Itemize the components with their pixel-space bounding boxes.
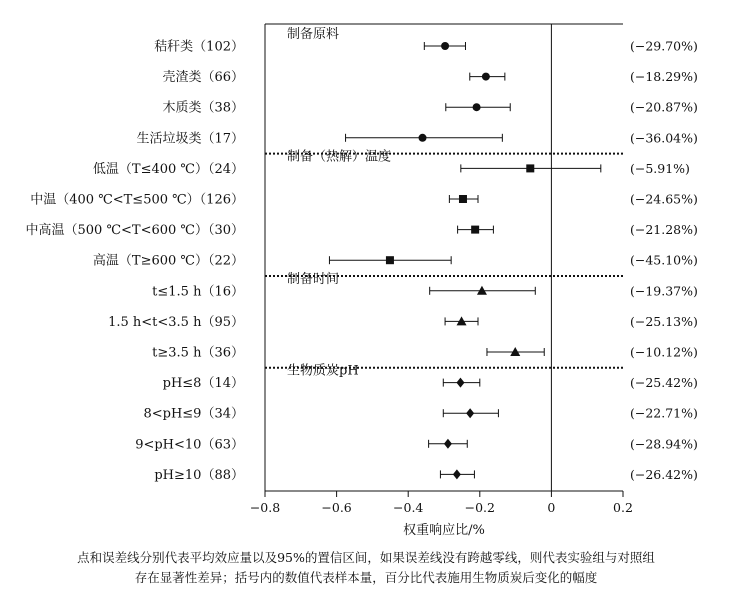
x-tick-label: −0.6 bbox=[321, 500, 352, 515]
row-label: 高温（T≥600 ℃）（22） bbox=[92, 253, 244, 269]
row-percent-change: (−20.87%) bbox=[630, 99, 698, 115]
row-label: 壳渣类（66） bbox=[162, 70, 244, 86]
data-point-square bbox=[526, 164, 534, 172]
row-percent-change: (−45.10%) bbox=[630, 252, 698, 268]
row-label: 木质类（38） bbox=[162, 100, 244, 116]
group-title: 制备（热解）温度 bbox=[287, 149, 392, 165]
row-percent-change: (−29.70%) bbox=[630, 38, 698, 54]
group-title: 生物质炭pH bbox=[287, 363, 359, 379]
row-label: 秸秆类（102） bbox=[154, 39, 244, 55]
row-percent-change: (−19.37%) bbox=[630, 283, 698, 299]
row-label: t≤1.5 h（16） bbox=[152, 284, 244, 300]
data-point-square bbox=[459, 195, 467, 203]
data-point-diamond bbox=[456, 378, 464, 388]
row-percent-change: (−36.04%) bbox=[630, 130, 698, 146]
x-axis-label: 权重响应比/% bbox=[403, 523, 485, 538]
row-label: t≥3.5 h（36） bbox=[152, 345, 244, 361]
data-point-square bbox=[386, 256, 394, 264]
row-label: 低温（T≤400 ℃）（24） bbox=[92, 161, 244, 177]
data-point-diamond bbox=[453, 469, 461, 479]
data-point-diamond bbox=[466, 408, 474, 418]
row-percent-change: (−10.12%) bbox=[630, 344, 698, 360]
group-title: 制备时间 bbox=[287, 271, 340, 287]
x-tick-label: −0.4 bbox=[393, 500, 424, 515]
row-label: 8<pH≤9（34） bbox=[143, 406, 244, 422]
row-percent-change: (−28.94%) bbox=[630, 436, 698, 452]
group-title: 制备原料 bbox=[287, 27, 340, 42]
data-point-circle bbox=[473, 103, 481, 111]
row-percent-change: (−25.42%) bbox=[630, 375, 698, 391]
row-label: pH≤8（14） bbox=[162, 376, 244, 392]
data-point-circle bbox=[441, 42, 449, 50]
row-label: 生活垃圾类（17） bbox=[136, 131, 244, 147]
data-point-square bbox=[471, 226, 479, 234]
row-label: 1.5 h<t<3.5 h（95） bbox=[108, 314, 244, 330]
row-percent-change: (−24.65%) bbox=[630, 191, 698, 207]
row-percent-change: (−25.13%) bbox=[630, 313, 698, 329]
row-label: 9<pH<10（63） bbox=[135, 437, 244, 453]
x-tick-label: −0.2 bbox=[464, 500, 495, 515]
row-label: pH≥10（88） bbox=[154, 467, 244, 483]
data-point-diamond bbox=[444, 439, 452, 449]
row-label: 中高温（500 ℃<T<600 ℃）（30） bbox=[25, 223, 244, 239]
row-percent-change: (−22.71%) bbox=[630, 405, 698, 421]
data-point-circle bbox=[419, 134, 427, 142]
row-percent-change: (−21.28%) bbox=[630, 222, 698, 238]
x-tick-label: −0.8 bbox=[249, 500, 281, 515]
figure-caption-line-1: 点和误差线分别代表平均效应量以及95%的置信区间，如果误差线没有跨越零线，则代表实验组与对照组 bbox=[77, 550, 655, 565]
row-percent-change: (−18.29%) bbox=[630, 69, 698, 85]
row-label: 中温（400 ℃<T≤500 ℃）（126） bbox=[30, 192, 244, 208]
x-tick-label: 0.2 bbox=[613, 500, 633, 515]
data-point-circle bbox=[482, 73, 490, 81]
x-tick-label: 0 bbox=[547, 500, 556, 515]
figure-caption-line-2: 存在显著性差异；括号内的数值代表样本量，百分比代表施用生物质炭后变化的幅度 bbox=[134, 570, 598, 585]
row-percent-change: (−26.42%) bbox=[630, 466, 698, 482]
row-percent-change: (−5.91%) bbox=[630, 160, 690, 176]
